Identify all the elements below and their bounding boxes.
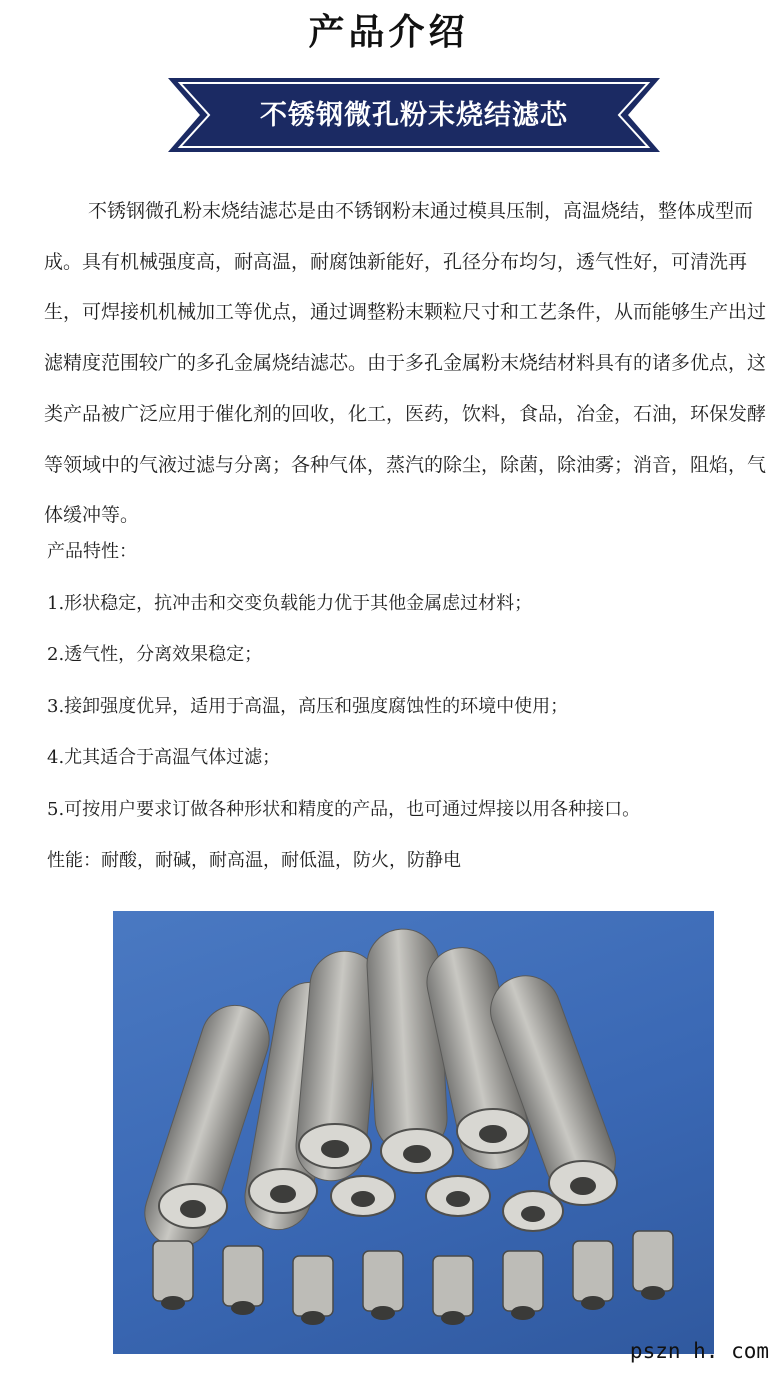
feature-section	[47, 535, 767, 896]
banner-title: 不锈钢微孔粉末烧结滤芯	[260, 100, 568, 131]
filter-cartridges-image	[113, 911, 714, 1354]
feature-item: 3.接卸强度优异，适用于高温，高压和强度腐蚀性的环境中使用；	[47, 695, 569, 717]
watermark: pszn h. com	[629, 1339, 769, 1363]
product-photo	[113, 911, 714, 1354]
features-heading: 产品特性：	[47, 541, 137, 562]
page-title: 产品介绍	[308, 12, 469, 53]
intro-paragraph: 不锈钢微孔粉末烧结滤芯是由不锈钢粉末通过模具压制，高温烧结，整体成型而成。具有机械强度高，耐高温，耐腐蚀新能好，孔径分布均匀，透气性好，可清洗再生，可焊接机机械加工等优点，通过调整粉末颗粒尺寸和工艺条件，从而能够生产出过滤精度范围较广的多孔金属烧结滤芯。由于多孔金属粉末烧结材料具有的诸多优点，这类产品被广泛应用于催化剂的回收，化工，医药，饮料，食品，冶金，石油，环保发酵等领域中的气液过滤与分离；各种气体，蒸汽的除尘，除菌，除油雾；消音，阻焰，气体缓冲等。	[44, 200, 767, 527]
feature-item: 5.可按用户要求订做各种形状和精度的产品，也可通过焊接以用各种接口。	[47, 798, 641, 820]
feature-item: 4.尤其适合于高温气体过滤；	[47, 747, 281, 768]
feature-item: 1.形状稳定，抗冲击和交变负载能力优于其他金属虑过材料；	[47, 592, 533, 614]
performance-line: 性能：耐酸，耐碱，耐高温，耐低温，防火，防静电	[47, 850, 461, 871]
feature-item: 2.透气性，分离效果稳定；	[47, 644, 263, 665]
